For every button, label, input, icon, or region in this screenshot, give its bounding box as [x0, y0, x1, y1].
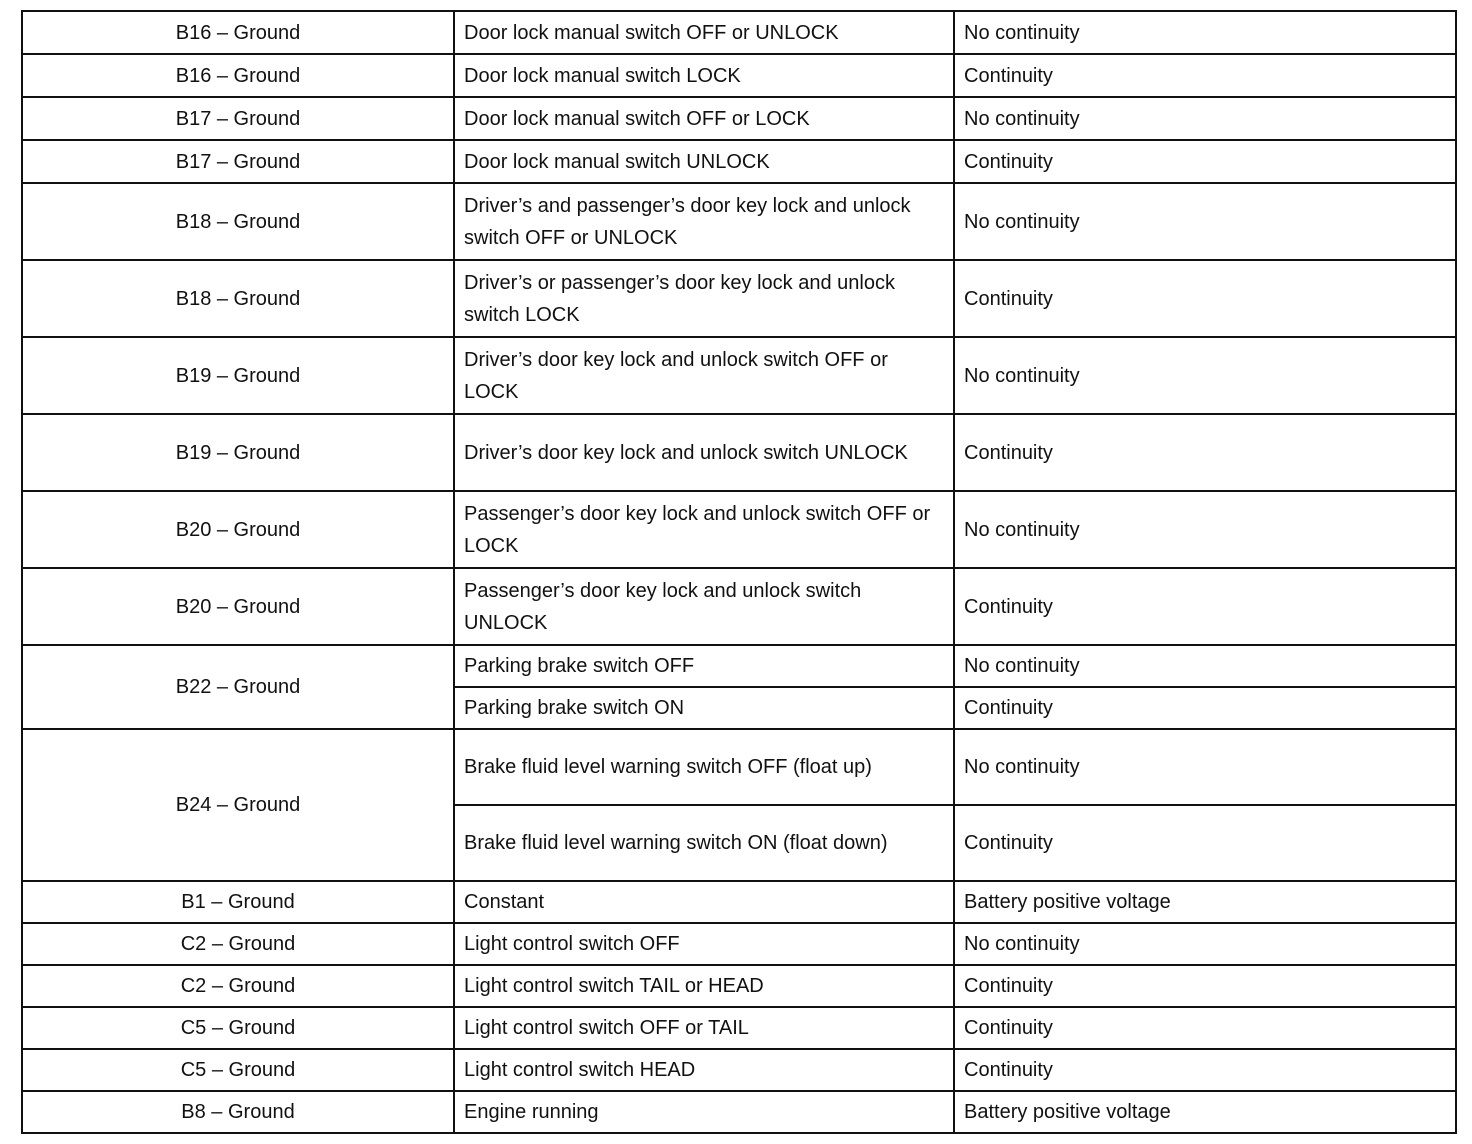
- table-row: [22, 491, 1456, 568]
- terminal-cell: B19 – Ground: [22, 337, 454, 414]
- condition-cell: Parking brake switch OFF: [454, 645, 954, 687]
- table-row: [22, 965, 1456, 1007]
- terminal-cell: B24 – Ground: [22, 729, 454, 881]
- specified-condition-cell: Continuity: [954, 260, 1456, 337]
- condition-cell: Light control switch TAIL or HEAD: [454, 965, 954, 1007]
- terminal-cell: B8 – Ground: [22, 1091, 454, 1133]
- terminal-cell: B22 – Ground: [22, 645, 454, 729]
- specified-condition-cell: Continuity: [954, 687, 1456, 729]
- condition-cell: Door lock manual switch UNLOCK: [454, 140, 954, 183]
- table-row: [22, 1007, 1456, 1049]
- specified-condition-cell: No continuity: [954, 645, 1456, 687]
- table-row: [22, 183, 1456, 260]
- table-row: [22, 1049, 1456, 1091]
- condition-cell: Constant: [454, 881, 954, 923]
- terminal-cell: C2 – Ground: [22, 923, 454, 965]
- terminal-cell: B17 – Ground: [22, 97, 454, 140]
- condition-cell: Driver’s or passenger’s door key lock and unlock switch LOCK: [454, 260, 954, 337]
- condition-cell: Light control switch OFF or TAIL: [454, 1007, 954, 1049]
- specified-condition-cell: Continuity: [954, 1049, 1456, 1091]
- condition-cell: Door lock manual switch OFF or LOCK: [454, 97, 954, 140]
- specified-condition-cell: No continuity: [954, 183, 1456, 260]
- specified-condition-cell: No continuity: [954, 337, 1456, 414]
- terminal-cell: B19 – Ground: [22, 414, 454, 491]
- terminal-cell: B17 – Ground: [22, 140, 454, 183]
- specified-condition-cell: No continuity: [954, 923, 1456, 965]
- condition-cell: Door lock manual switch OFF or UNLOCK: [454, 11, 954, 54]
- terminal-cell: B18 – Ground: [22, 260, 454, 337]
- specified-condition-cell: No continuity: [954, 491, 1456, 568]
- condition-cell: Light control switch HEAD: [454, 1049, 954, 1091]
- table-row: [22, 11, 1456, 54]
- specified-condition-cell: Continuity: [954, 805, 1456, 881]
- specified-condition-cell: Battery positive voltage: [954, 881, 1456, 923]
- specified-condition-cell: Continuity: [954, 1007, 1456, 1049]
- condition-cell: Driver’s door key lock and unlock switch OFF or LOCK: [454, 337, 954, 414]
- table-row: [22, 923, 1456, 965]
- condition-cell: Engine running: [454, 1091, 954, 1133]
- condition-cell: Passenger’s door key lock and unlock switch OFF or LOCK: [454, 491, 954, 568]
- table-row: [22, 260, 1456, 337]
- specified-condition-cell: Continuity: [954, 568, 1456, 645]
- table-row: [22, 414, 1456, 491]
- terminal-cell: B20 – Ground: [22, 491, 454, 568]
- specified-condition-cell: No continuity: [954, 11, 1456, 54]
- specified-condition-cell: No continuity: [954, 97, 1456, 140]
- table-row: [22, 97, 1456, 140]
- table-row: [22, 729, 1456, 805]
- condition-cell: Brake fluid level warning switch OFF (float up): [454, 729, 954, 805]
- table-row: [22, 337, 1456, 414]
- condition-cell: Driver’s door key lock and unlock switch UNLOCK: [454, 414, 954, 491]
- terminal-cell: C2 – Ground: [22, 965, 454, 1007]
- condition-cell: Door lock manual switch LOCK: [454, 54, 954, 97]
- table-row: [22, 1091, 1456, 1133]
- terminal-cell: B16 – Ground: [22, 54, 454, 97]
- continuity-table: [21, 10, 1457, 1134]
- condition-cell: Driver’s and passenger’s door key lock and unlock switch OFF or UNLOCK: [454, 183, 954, 260]
- terminal-cell: B16 – Ground: [22, 11, 454, 54]
- table-row: [22, 881, 1456, 923]
- condition-cell: Brake fluid level warning switch ON (float down): [454, 805, 954, 881]
- terminal-cell: B1 – Ground: [22, 881, 454, 923]
- specified-condition-cell: Continuity: [954, 965, 1456, 1007]
- specified-condition-cell: Continuity: [954, 140, 1456, 183]
- terminal-cell: B18 – Ground: [22, 183, 454, 260]
- terminal-cell: C5 – Ground: [22, 1049, 454, 1091]
- specified-condition-cell: No continuity: [954, 729, 1456, 805]
- table-row: [22, 645, 1456, 687]
- specified-condition-cell: Continuity: [954, 414, 1456, 491]
- condition-cell: Light control switch OFF: [454, 923, 954, 965]
- table-row: [22, 140, 1456, 183]
- terminal-cell: B20 – Ground: [22, 568, 454, 645]
- specified-condition-cell: Continuity: [954, 54, 1456, 97]
- terminal-cell: C5 – Ground: [22, 1007, 454, 1049]
- condition-cell: Passenger’s door key lock and unlock switch UNLOCK: [454, 568, 954, 645]
- condition-cell: Parking brake switch ON: [454, 687, 954, 729]
- specified-condition-cell: Battery positive voltage: [954, 1091, 1456, 1133]
- table-row: [22, 54, 1456, 97]
- table-row: [22, 568, 1456, 645]
